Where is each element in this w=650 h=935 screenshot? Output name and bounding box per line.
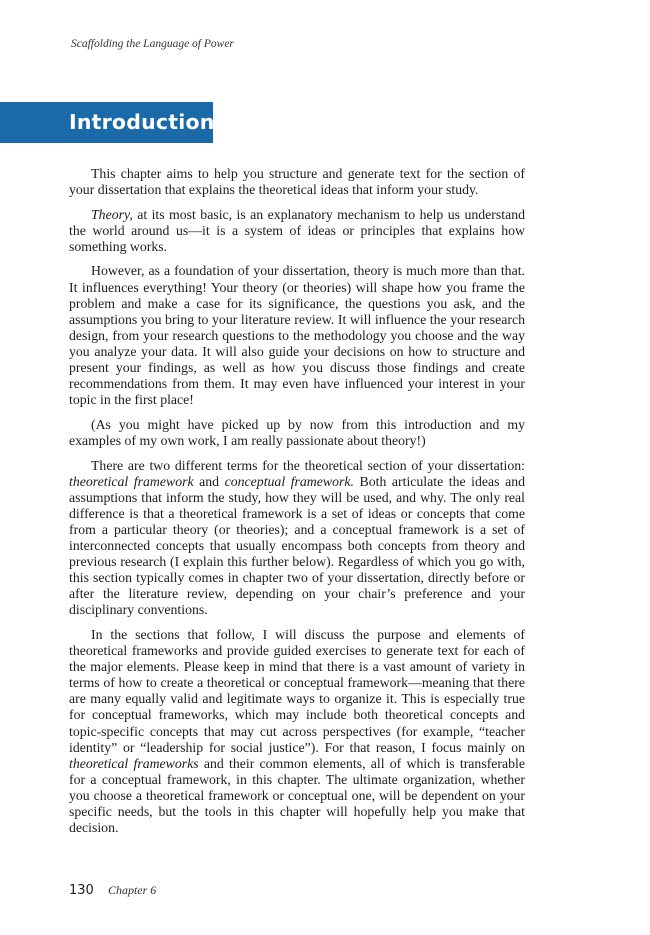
paragraph-5 [69,458,525,619]
paragraph-text: There are two different terms for the theoretical section of your dissertation: [91,457,525,473]
paragraph-text: (As you might have picked up by now from this introduction and my examples of my own work, I am really passionate about theory!) [69,416,525,448]
italic-term-theoretical-frameworks: theoretical frameworks [69,755,199,771]
section-title: Introduction [69,110,215,134]
paragraph-text: and their common elements, all of which is transferable for a conceptual framework, in this chapter. The ultimate organization, whether you choose a theoretical framework or conceptual one, will be dependent on your specific needs, but the tools in this chapter will hopefully help you make that decision. [69,755,525,836]
paragraph-text: However, as a foundation of your dissertation, theory is much more than that. It influences everything! Your theory (or theories) will shape how you frame the problem and make a case for its significance, the questions you ask, and the assumptions you bring to your literature review. It will influence the your research design, from your research questions to the methodology you choose and the way you analyze your data. It will also guide your decisions on how to structure and present your findings, as well as how you discuss those findings and create recommendations from them. It may even have influenced your interest in your topic in the first place! [69,263,525,408]
page-number: 130 [69,883,94,898]
paragraph-text: and [193,473,225,489]
paragraph-text: at its most basic, is an explanatory mechanism to help us understand the world around us—it is a system of ideas or principles that explains how something works. [69,206,525,254]
body-text [69,166,525,845]
paragraph-6 [69,627,525,836]
italic-term-theory: Theory, [91,206,133,222]
italic-term-theoretical-framework: theoretical framework [69,473,194,489]
paragraph-text: In the sections that follow, I will discuss the purpose and elements of theoretical frameworks and provide guided exercises to generate text for each of the major elements. Please keep in mind that there is a vast amount of variety in terms of how to create a theoretical or conceptual framework—meaning that there are many equally valid and legitimate ways to organize it. This is especially true for conceptual frameworks, which may include both theoretical concepts and topic-specific concepts that may cut across perspectives (for example, “teacher identity” or “leadership for social justice”). For that reason, I focus mainly on [69,626,525,755]
running-head: Scaffolding the Language of Power [71,38,234,50]
paragraph-text: Both articulate the ideas and assumptions that inform the study, how they will be used, and why. The only real difference is that a theoretical framework is a set of ideas or concepts that come from a particular theory (or theories); and a conceptual framework is a set of interconnected concepts that usually encompass both concepts from theory and previous research (I explain this further below). Regardless of which you go with, this section typically comes in chapter two of your dissertation, directly before or after the literature review, depending on your chair’s preference and your disciplinary conventions. [69,473,525,618]
chapter-label: Chapter 6 [107,883,157,897]
italic-term-conceptual-framework: conceptual framework. [224,473,354,489]
page-footer [69,883,156,898]
paragraph-2 [69,207,525,255]
paragraph-4 [69,417,525,449]
section-title-banner [0,102,213,143]
paragraph-1 [69,166,525,198]
paragraph-3 [69,263,525,408]
paragraph-text: This chapter aims to help you structure and generate text for the section of your dissertation that explains the theoretical ideas that inform your study. [69,166,525,198]
